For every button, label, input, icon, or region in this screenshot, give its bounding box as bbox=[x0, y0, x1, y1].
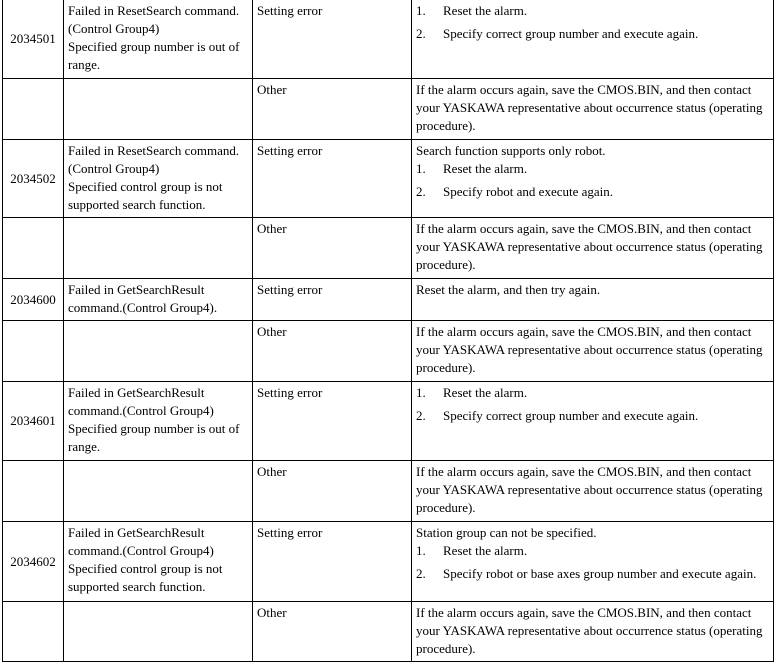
alarm-message-cell bbox=[64, 522, 253, 602]
alarm-message-cell bbox=[64, 461, 253, 522]
remedy-step-number: 1. bbox=[416, 3, 426, 18]
remedy-step bbox=[416, 542, 769, 560]
alarm-code-cell bbox=[3, 602, 64, 662]
alarm-message-line: range. bbox=[68, 57, 101, 72]
alarm-table bbox=[2, 0, 774, 662]
cause-cell bbox=[253, 602, 412, 662]
alarm-message-cell bbox=[64, 0, 253, 79]
remedy-step-number: 2. bbox=[416, 566, 426, 581]
remedy-step-text: Specify robot and execute again. bbox=[443, 184, 614, 199]
cause-label: Other bbox=[257, 464, 287, 479]
remedy-cell bbox=[412, 0, 774, 79]
alarm-table-body bbox=[3, 0, 774, 662]
alarm-message-line: (Control Group4) bbox=[68, 21, 160, 36]
remedy-step bbox=[416, 2, 769, 20]
remedy-step bbox=[416, 25, 769, 43]
alarm-message-line: Failed in GetSearchResult bbox=[68, 282, 205, 297]
alarm-code-cell bbox=[3, 382, 64, 461]
remedy-step bbox=[416, 160, 769, 178]
remedy-text: If the alarm occurs again, save the CMOS.BIN, and then contact your YASKAWA representative about occurrence status (operating procedure). bbox=[416, 221, 763, 272]
remedy-note: Search function supports only robot. bbox=[416, 143, 606, 158]
table-row bbox=[3, 218, 774, 279]
cause-cell bbox=[253, 461, 412, 522]
cause-label: Setting error bbox=[257, 282, 323, 297]
remedy-text: If the alarm occurs again, save the CMOS.BIN, and then contact your YASKAWA representative about occurrence status (operating procedure). bbox=[416, 605, 763, 656]
remedy-step-number: 2. bbox=[416, 408, 426, 423]
alarm-message-line: Specified group number is out of bbox=[68, 421, 240, 436]
alarm-message-line: Specified control group is not bbox=[68, 179, 223, 194]
alarm-message-line: Specified control group is not bbox=[68, 561, 223, 576]
alarm-message-line: supported search function. bbox=[68, 197, 206, 212]
alarm-code-cell bbox=[3, 218, 64, 279]
remedy-text: Reset the alarm, and then try again. bbox=[416, 282, 601, 297]
table-row bbox=[3, 140, 774, 218]
cause-label: Other bbox=[257, 82, 287, 97]
remedy-cell bbox=[412, 382, 774, 461]
alarm-code: 2034602 bbox=[10, 553, 56, 569]
cause-label: Other bbox=[257, 324, 287, 339]
cause-cell bbox=[253, 522, 412, 602]
alarm-code-cell bbox=[3, 321, 64, 382]
remedy-step bbox=[416, 407, 769, 425]
alarm-message-line: range. bbox=[68, 439, 101, 454]
table-row bbox=[3, 279, 774, 321]
alarm-message-line: Failed in GetSearchResult bbox=[68, 385, 205, 400]
alarm-code: 2034501 bbox=[10, 31, 56, 46]
remedy-cell bbox=[412, 522, 774, 602]
remedy-step bbox=[416, 183, 769, 201]
alarm-message-line: Specified group number is out of bbox=[68, 39, 240, 54]
remedy-step-number: 1. bbox=[416, 385, 426, 400]
remedy-step-text: Reset the alarm. bbox=[443, 161, 528, 176]
alarm-message-line: command.(Control Group4) bbox=[68, 403, 214, 418]
alarm-message-line: command.(Control Group4) bbox=[68, 543, 214, 558]
cause-cell bbox=[253, 140, 412, 218]
alarm-message-line: Failed in GetSearchResult bbox=[68, 525, 205, 540]
remedy-step bbox=[416, 384, 769, 402]
remedy-step-text: Specify robot or base axes group number and execute again. bbox=[443, 566, 757, 581]
cause-cell bbox=[253, 79, 412, 140]
remedy-step-number: 1. bbox=[416, 161, 426, 176]
alarm-code-cell bbox=[3, 140, 64, 218]
remedy-step-text: Reset the alarm. bbox=[443, 543, 528, 558]
alarm-code-cell bbox=[3, 79, 64, 140]
remedy-step-text: Specify correct group number and execute again. bbox=[443, 408, 699, 423]
alarm-message-cell bbox=[64, 321, 253, 382]
table-row bbox=[3, 382, 774, 461]
alarm-code: 2034600 bbox=[10, 291, 56, 307]
remedy-text: If the alarm occurs again, save the CMOS.BIN, and then contact your YASKAWA representative about occurrence status (operating procedure). bbox=[416, 82, 763, 133]
cause-cell bbox=[253, 382, 412, 461]
remedy-step-number: 2. bbox=[416, 184, 426, 199]
remedy-cell bbox=[412, 461, 774, 522]
alarm-message-line: Failed in ResetSearch command. bbox=[68, 143, 240, 158]
remedy-cell bbox=[412, 218, 774, 279]
alarm-message-cell bbox=[64, 382, 253, 461]
alarm-message-cell bbox=[64, 602, 253, 662]
remedy-step-text: Specify correct group number and execute again. bbox=[443, 26, 699, 41]
table-row bbox=[3, 461, 774, 522]
cause-cell bbox=[253, 0, 412, 79]
remedy-step bbox=[416, 565, 769, 583]
table-row bbox=[3, 79, 774, 140]
alarm-code-cell bbox=[3, 461, 64, 522]
table-row bbox=[3, 522, 774, 602]
alarm-message-cell bbox=[64, 79, 253, 140]
remedy-step-number: 2. bbox=[416, 26, 426, 41]
alarm-code-cell bbox=[3, 522, 64, 602]
alarm-message-cell bbox=[64, 140, 253, 218]
cause-label: Setting error bbox=[257, 3, 323, 18]
remedy-cell bbox=[412, 79, 774, 140]
remedy-step-number: 1. bbox=[416, 543, 426, 558]
alarm-message-line: supported search function. bbox=[68, 579, 206, 594]
cause-label: Setting error bbox=[257, 143, 323, 158]
cause-label: Other bbox=[257, 605, 287, 620]
table-row bbox=[3, 321, 774, 382]
alarm-code-cell bbox=[3, 279, 64, 321]
cause-label: Setting error bbox=[257, 385, 323, 400]
remedy-cell bbox=[412, 279, 774, 321]
cause-cell bbox=[253, 321, 412, 382]
alarm-message-cell bbox=[64, 218, 253, 279]
alarm-code-cell bbox=[3, 0, 64, 79]
remedy-text: If the alarm occurs again, save the CMOS.BIN, and then contact your YASKAWA representative about occurrence status (operating procedure). bbox=[416, 324, 763, 375]
remedy-note: Station group can not be specified. bbox=[416, 525, 597, 540]
alarm-code: 2034502 bbox=[10, 170, 56, 186]
remedy-step-text: Reset the alarm. bbox=[443, 3, 528, 18]
remedy-text: If the alarm occurs again, save the CMOS.BIN, and then contact your YASKAWA representative about occurrence status (operating procedure). bbox=[416, 464, 763, 515]
remedy-cell bbox=[412, 321, 774, 382]
alarm-message-cell bbox=[64, 279, 253, 321]
remedy-cell bbox=[412, 140, 774, 218]
alarm-message-line: Failed in ResetSearch command. bbox=[68, 3, 240, 18]
cause-label: Other bbox=[257, 221, 287, 236]
alarm-message-line: command.(Control Group4). bbox=[68, 300, 218, 315]
table-row bbox=[3, 602, 774, 662]
alarm-code: 2034601 bbox=[10, 413, 56, 428]
table-row bbox=[3, 0, 774, 79]
cause-cell bbox=[253, 279, 412, 321]
alarm-message-line: (Control Group4) bbox=[68, 161, 160, 176]
cause-cell bbox=[253, 218, 412, 279]
cause-label: Setting error bbox=[257, 525, 323, 540]
remedy-step-text: Reset the alarm. bbox=[443, 385, 528, 400]
remedy-cell bbox=[412, 602, 774, 662]
